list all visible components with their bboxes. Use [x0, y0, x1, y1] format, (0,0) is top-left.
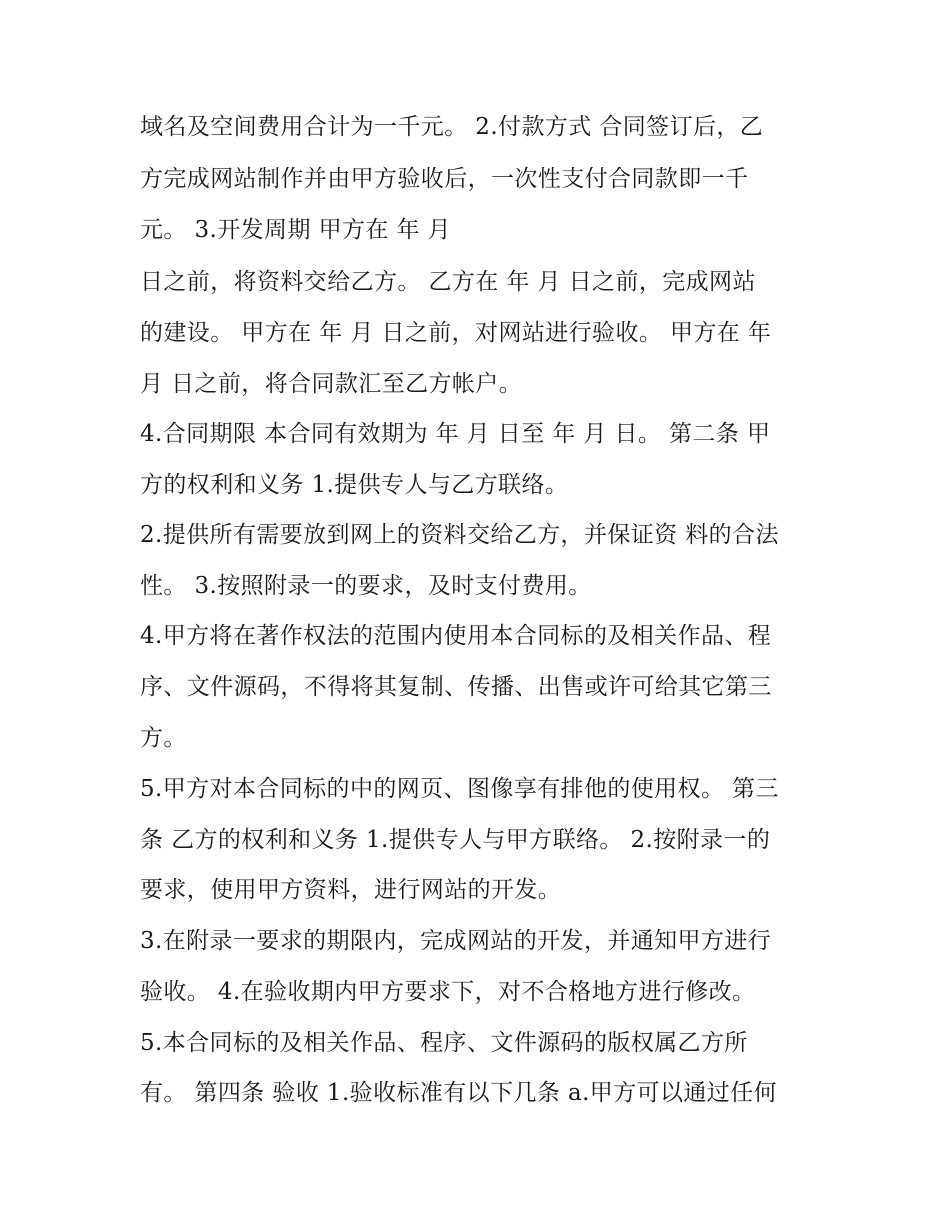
text-line: 元。 3.开发周期 甲方在 年 月	[140, 217, 451, 243]
text-line: 2.提供所有需要放到网上的资料交给乙方，并保证资 料的合法	[140, 522, 779, 548]
text-line: 月 日之前，将合同款汇至乙方帐户。	[140, 371, 523, 397]
text-line: 日之前，将资料交给乙方。 乙方在 年 月 日之前，完成网站	[140, 269, 756, 295]
text-line: 域名及空间费用合计为一千元。 2.付款方式 合同签订后，乙	[140, 114, 764, 140]
text-line: 要求，使用甲方资料，进行网站的开发。	[140, 877, 562, 903]
text-line: 有。 第四条 验收 1.验收标准有以下几条 a.甲方可以通过任何	[140, 1080, 778, 1106]
text-line: 3.在附录一要求的期限内，完成网站的开发，并通知甲方进行	[140, 928, 772, 954]
text-line: 的建设。 甲方在 年 月 日之前，对网站进行验收。 甲方在 年	[140, 320, 772, 346]
text-line: 方。	[140, 725, 187, 751]
text-line: 验收。 4.在验收期内甲方要求下，对不合格地方进行修改。	[140, 979, 756, 1005]
text-line: 5.本合同标的及相关作品、程序、文件源码的版权属乙方所	[140, 1030, 748, 1056]
text-line: 条 乙方的权利和义务 1.提供专人与甲方联络。 2.按附录一的	[140, 827, 771, 853]
text-line: 4.甲方将在著作权法的范围内使用本合同标的及相关作品、程	[140, 623, 772, 649]
text-line: 5.甲方对本合同标的中的网页、图像享有排他的使用权。 第三	[140, 776, 779, 802]
text-line: 4.合同期限 本合同有效期为 年 月 日至 年 月 日。 第二条 甲	[140, 421, 771, 447]
text-line: 方的权利和义务 1.提供专人与乙方联络。	[140, 472, 569, 498]
text-line: 方完成网站制作并由甲方验收后，一次性支付合同款即一千	[140, 166, 749, 192]
text-line: 序、文件源码，不得将其复制、传播、出售或许可给其它第三	[140, 674, 772, 700]
text-line: 性。 3.按照附录一的要求，及时支付费用。	[140, 573, 592, 599]
